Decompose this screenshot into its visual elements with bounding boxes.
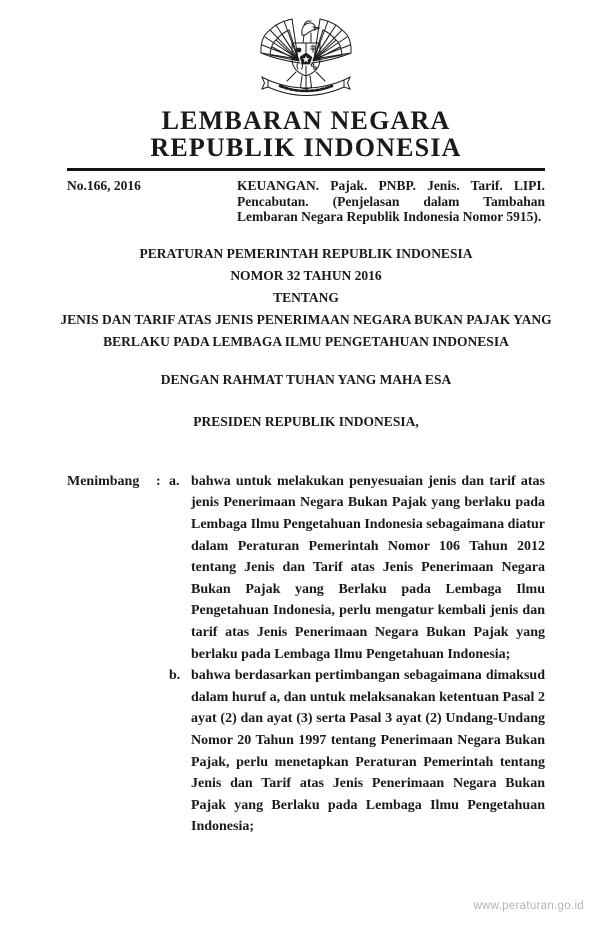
regulation-tentang-line: TENTANG — [273, 289, 339, 305]
item-marker: b. — [169, 668, 181, 684]
considering-colon: : — [156, 473, 161, 489]
considering-item-b — [169, 665, 545, 838]
invocation-line: DENGAN RAHMAT TUHAN YANG MAHA ESA — [160, 371, 452, 387]
gazette-meta-row — [67, 178, 545, 225]
considering-label: Menimbang — [67, 473, 140, 489]
gazette-subject: KEUANGAN. Pajak. PNBP. Jenis. Tarif. LIPI. Pencabutan. (Penjelasan dalam Tambahan Lembaran Negara Republik Indonesia Nomor 5915). — [237, 178, 545, 225]
regulation-title-block — [0, 243, 612, 353]
garuda-pancasila-emblem-icon — [258, 17, 354, 101]
watermark-url: www.peraturan.go.id — [473, 900, 584, 912]
issuer-line: PRESIDEN REPUBLIK INDONESIA, — [193, 413, 419, 429]
masthead — [0, 107, 612, 161]
regulation-number-line: NOMOR 32 TAHUN 2016 — [230, 267, 382, 283]
item-text: bahwa untuk melakukan penyesuaian jenis dan tarif atas jenis Penerimaan Negara Bukan Pajak yang berlaku pada Lembaga Ilmu Pengetahuan Indonesia sebagaimana diatur dalam Peraturan Pemerintah Nomor 106 Tahun 2012 tentang Jenis dan Tarif atas Jenis Penerimaan Negara Bukan Pajak yang Berlaku pada Lembaga Ilmu Pengetahuan Indonesia, perlu mengatur kembali jenis dan tarif atas Jenis Penerimaan Negara Bukan Pajak yang berlaku pada Lembaga Ilmu Pengetahuan Indonesia; — [191, 473, 545, 662]
masthead-title-line1: LEMBARAN NEGARA — [161, 106, 451, 135]
regulation-title-line: PERATURAN PEMERINTAH REPUBLIK INDONESIA — [139, 245, 473, 261]
considering-section — [67, 471, 545, 838]
considering-items — [169, 471, 545, 838]
masthead-divider-rule — [67, 168, 545, 171]
gazette-number: No.166, 2016 — [67, 178, 141, 193]
emblem-container — [0, 0, 612, 101]
considering-item-a — [169, 471, 545, 665]
regulation-subject-line2: BERLAKU PADA LEMBAGA ILMU PENGETAHUAN INDONESIA — [103, 333, 509, 349]
masthead-title-line2: REPUBLIK INDONESIA — [150, 133, 462, 162]
regulation-subject-line1: JENIS DAN TARIF ATAS JENIS PENERIMAAN NEGARA BUKAN PAJAK YANG — [60, 311, 552, 327]
item-text: bahwa berdasarkan pertimbangan sebagaimana dimaksud dalam huruf a, dan untuk melaksanakan ketentuan Pasal 2 ayat (2) dan ayat (3) serta Pasal 3 ayat (2) Undang-Undang Nomor 20 Tahun 1997 tentang Penerimaan Negara Bukan Pajak, perlu menetapkan Peraturan Pemerintah tentang Jenis dan Tarif atas Jenis Penerimaan Negara Bukan Pajak yang Berlaku pada Lembaga Ilmu Pengetahuan Indonesia; — [191, 668, 545, 835]
item-marker: a. — [169, 473, 180, 489]
